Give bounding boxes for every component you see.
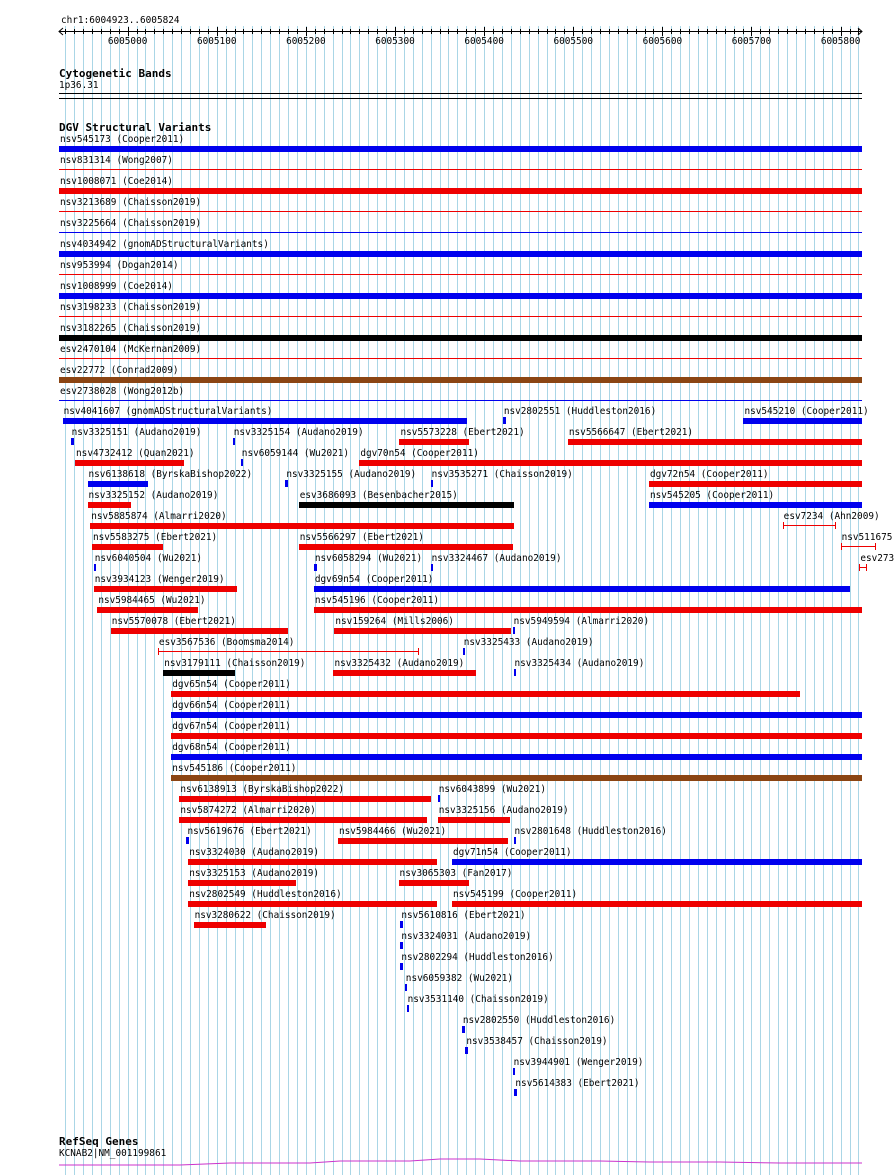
variant-bar[interactable] (465, 1047, 468, 1054)
variant-range-cap (783, 522, 784, 529)
variant-label: esv3686093 (Besenbacher2015) (299, 490, 458, 501)
variant-label: nsv545186 (Cooper2011) (172, 763, 297, 774)
variant-label: nsv4034942 (gnomADStructuralVariants) (60, 239, 269, 250)
variant-bar[interactable] (649, 481, 862, 487)
gene-model[interactable] (0, 1155, 890, 1175)
variant-label: nsv3065303 (Fan2017) (399, 868, 513, 879)
cytoband-line-top (59, 93, 862, 94)
ruler-tick-label: 6005800 (820, 36, 861, 47)
variant-label: nsv2801648 (Huddleston2016) (514, 826, 667, 837)
variant-bar[interactable] (241, 459, 244, 466)
variant-label: nsv2802550 (Huddleston2016) (462, 1015, 616, 1026)
variant-label: nsv3934123 (Wenger2019) (94, 574, 225, 585)
variant-bar[interactable] (97, 607, 198, 613)
variant-label: nsv5619676 (Ebert2021) (187, 826, 312, 837)
variant-bar[interactable] (299, 544, 513, 550)
variant-label: dgv70n54 (Cooper2011) (360, 448, 479, 459)
variant-label: nsv3198233 (Chaisson2019) (60, 302, 202, 313)
refseq-track-title: RefSeq Genes (59, 1135, 139, 1148)
variant-label: nsv3325156 (Audano2019) (438, 805, 569, 816)
variant-bar[interactable] (438, 817, 510, 823)
variant-label: nsv5874272 (Almarri2020) (180, 805, 316, 816)
variant-label: nsv3280622 (Chaisson2019) (194, 910, 336, 921)
variant-label: nsv5566647 (Ebert2021) (568, 427, 694, 438)
variant-bar[interactable] (171, 733, 862, 739)
variant-label: nsv3944901 (Wenger2019) (513, 1057, 644, 1068)
variant-bar[interactable] (63, 418, 468, 424)
variant-label: nsv545196 (Cooper2011) (314, 595, 440, 606)
variant-bar[interactable] (59, 169, 862, 170)
variant-label: nsv3531140 (Chaisson2019) (407, 994, 549, 1005)
variant-label: nsv6040504 (Wu2021) (94, 553, 202, 564)
variant-bar[interactable] (431, 564, 434, 571)
variant-label: nsv2802549 (Huddleston2016) (189, 889, 342, 900)
variant-bar[interactable] (233, 438, 236, 445)
variant-bar[interactable] (452, 859, 862, 865)
ruler-tick-label: 6005000 (107, 36, 148, 47)
variant-bar[interactable] (186, 837, 189, 844)
variant-bar[interactable] (407, 1005, 410, 1012)
variant-bar[interactable] (59, 274, 862, 275)
variant-bar[interactable] (59, 211, 862, 212)
variant-label: nsv3538457 (Chaisson2019) (466, 1036, 608, 1047)
variant-bar[interactable] (314, 586, 851, 592)
variant-label: nsv3324467 (Audano2019) (431, 553, 562, 564)
variant-label: nsv3324030 (Audano2019) (189, 847, 320, 858)
variant-bar[interactable] (514, 1089, 517, 1096)
variant-label: nsv3182265 (Chaisson2019) (60, 323, 202, 334)
variant-bar[interactable] (405, 984, 408, 991)
variant-bar[interactable] (314, 564, 317, 571)
variant-label: nsv3325152 (Audano2019) (88, 490, 219, 501)
variant-bar[interactable] (59, 251, 862, 257)
variant-bar[interactable] (452, 901, 862, 907)
ruler-tick-label: 6005600 (642, 36, 683, 47)
variant-label: nsv2802294 (Huddleston2016) (401, 952, 554, 963)
variant-label: nsv5614383 (Ebert2021) (515, 1078, 640, 1089)
variant-bar[interactable] (338, 838, 508, 844)
variant-bar[interactable] (171, 775, 862, 781)
variant-bar[interactable] (431, 480, 434, 487)
variant-bar[interactable] (188, 901, 437, 907)
region-label: chr1:6004923..6005824 (61, 15, 180, 26)
variant-range-cap (859, 564, 860, 571)
dgv-track-title: DGV Structural Variants (59, 121, 212, 134)
variant-label: esv22772 (Conrad2009) (60, 365, 179, 376)
variant-label: dgv71n54 (Cooper2011) (453, 847, 572, 858)
ruler-tick-label: 6005100 (196, 36, 237, 47)
variant-label: nsv3325155 (Audano2019) (286, 469, 417, 480)
variant-label: nsv6043899 (Wu2021) (438, 784, 547, 795)
variant-label: nsv4041607 (gnomADStructuralVariants) (63, 406, 273, 417)
variant-label: nsv511675 (841, 532, 893, 543)
variant-label: nsv159264 (Mills2006) (335, 616, 454, 627)
cytoband-name: 1p36.31 (59, 80, 99, 91)
variant-bar[interactable] (59, 377, 862, 383)
variant-label: nsv831314 (Wong2007) (60, 155, 173, 166)
variant-bar[interactable] (194, 922, 266, 928)
variant-label: nsv3535271 (Chaisson2019) (431, 469, 573, 480)
variant-label: esv2738028 (Wong2012b) (60, 386, 185, 397)
variant-range-bar[interactable] (841, 546, 877, 547)
variant-range-cap (875, 543, 876, 550)
variant-bar[interactable] (171, 712, 862, 718)
variant-label: dgv66n54 (Cooper2011) (172, 700, 291, 711)
variant-bar[interactable] (285, 480, 288, 487)
variant-label: nsv5885874 (Almarri2020) (91, 511, 227, 522)
variant-bar[interactable] (59, 316, 862, 317)
variant-bar[interactable] (59, 146, 862, 152)
variant-label: nsv6138913 (ByrskaBishop2022) (180, 784, 344, 795)
variant-bar[interactable] (92, 544, 163, 550)
ruler-tick-label: 6005400 (464, 36, 504, 47)
variant-label: dgv65n54 (Cooper2011) (172, 679, 291, 690)
variant-label: nsv545210 (Cooper2011) (744, 406, 869, 417)
variant-bar[interactable] (94, 564, 97, 571)
variant-range-cap (835, 522, 836, 529)
variant-bar[interactable] (649, 502, 862, 508)
variant-label: nsv5610816 (Ebert2021) (401, 910, 526, 921)
variant-bar[interactable] (163, 670, 234, 676)
variant-label: nsv5984466 (Wu2021) (338, 826, 447, 837)
variant-range-cap (866, 564, 867, 571)
variant-label: nsv2802551 (Huddleston2016) (503, 406, 657, 417)
variant-bar[interactable] (513, 627, 516, 634)
variant-bar[interactable] (188, 880, 296, 886)
variant-range-bar[interactable] (158, 651, 419, 652)
variant-label: nsv3325433 (Audano2019) (463, 637, 594, 648)
variant-label: nsv6059144 (Wu2021) (241, 448, 350, 459)
variant-label: nsv5949594 (Almarri2020) (513, 616, 650, 627)
variant-label: nsv3225664 (Chaisson2019) (60, 218, 202, 229)
variant-label: nsv3325432 (Audano2019) (334, 658, 465, 669)
variant-label: nsv5566297 (Ebert2021) (299, 532, 424, 543)
variant-label: nsv3325154 (Audano2019) (233, 427, 364, 438)
variant-label: nsv1008999 (Coe2014) (60, 281, 173, 292)
variant-label: nsv3325151 (Audano2019) (71, 427, 202, 438)
variant-bar[interactable] (90, 523, 514, 529)
variant-bar[interactable] (94, 586, 237, 592)
ruler-tick-label: 6005300 (375, 36, 415, 47)
variant-bar[interactable] (399, 439, 469, 445)
variant-label: nsv5984465 (Wu2021) (98, 595, 206, 606)
variant-label: nsv5583275 (Ebert2021) (92, 532, 218, 543)
variant-label: nsv4732412 (Quan2021) (76, 448, 195, 459)
variant-bar[interactable] (314, 607, 862, 613)
variant-bar[interactable] (59, 232, 862, 233)
variant-bar[interactable] (111, 628, 288, 634)
variant-bar[interactable] (514, 837, 517, 844)
variant-label: nsv6058294 (Wu2021) (314, 553, 423, 564)
variant-bar[interactable] (400, 963, 403, 970)
ruler-tick-label: 6005700 (731, 36, 772, 47)
variant-label: dgv67n54 (Cooper2011) (172, 721, 291, 732)
variant-label: nsv5573228 (Ebert2021) (400, 427, 525, 438)
variant-label: nsv545199 (Cooper2011) (453, 889, 578, 900)
gene-label[interactable]: KCNAB2|NM_001199861 (59, 1148, 167, 1159)
ruler-tick-label: 6005500 (553, 36, 593, 47)
ruler (0, 0, 890, 60)
cytoband-track-title: Cytogenetic Bands (59, 67, 172, 80)
variant-bar[interactable] (171, 754, 862, 760)
variant-range-bar[interactable] (783, 525, 836, 526)
variant-bar[interactable] (188, 859, 437, 865)
variant-label: nsv3325153 (Audano2019) (189, 868, 320, 879)
variant-label: nsv6059382 (Wu2021) (405, 973, 514, 984)
ruler-tick-label: 6005200 (286, 36, 326, 47)
variant-range-cap (418, 648, 419, 655)
variant-bar[interactable] (179, 817, 427, 823)
variant-label: esv2470104 (McKernan2009) (60, 344, 202, 355)
variant-bar[interactable] (59, 358, 862, 359)
variant-bar[interactable] (513, 1068, 516, 1075)
variant-range-cap (158, 648, 159, 655)
variant-label: nsv1008071 (Coe2014) (60, 176, 173, 187)
variant-label: nsv3213689 (Chaisson2019) (60, 197, 202, 208)
variant-label: esv273 (860, 553, 894, 564)
variant-bar[interactable] (171, 691, 800, 697)
variant-bar[interactable] (359, 460, 862, 466)
variant-label: esv7234 (Ahn2009) (783, 511, 880, 522)
variant-label: nsv5570078 (Ebert2021) (111, 616, 236, 627)
variant-bar[interactable] (399, 880, 469, 886)
variant-bar[interactable] (59, 293, 862, 299)
variant-label: nsv953994 (Dogan2014) (60, 260, 179, 271)
variant-bar[interactable] (75, 460, 184, 466)
variant-bar[interactable] (71, 438, 75, 445)
variant-bar[interactable] (88, 502, 132, 508)
variant-label: dgv69n54 (Cooper2011) (314, 574, 434, 585)
variant-bar[interactable] (59, 188, 862, 194)
variant-label: nsv3325434 (Audano2019) (514, 658, 645, 669)
variant-label: nsv6138618 (ByrskaBishop2022) (88, 469, 253, 480)
variant-bar[interactable] (438, 795, 441, 802)
variant-label: nsv545173 (Cooper2011) (60, 134, 185, 145)
variant-bar[interactable] (59, 400, 862, 401)
variant-bar[interactable] (463, 648, 466, 655)
variant-bar[interactable] (299, 502, 514, 508)
variant-label: dgv68n54 (Cooper2011) (172, 742, 291, 753)
variant-bar[interactable] (503, 417, 507, 424)
variant-bar[interactable] (59, 335, 862, 341)
variant-bar[interactable] (514, 669, 517, 676)
variant-label: nsv3324031 (Audano2019) (401, 931, 532, 942)
variant-label: nsv3179111 (Chaisson2019) (164, 658, 306, 669)
variant-range-cap (841, 543, 842, 550)
variant-bar[interactable] (743, 418, 862, 424)
variant-bar[interactable] (333, 670, 476, 676)
variant-bar[interactable] (334, 628, 510, 634)
variant-bar[interactable] (179, 796, 430, 802)
variant-bar[interactable] (400, 921, 403, 928)
variant-label: esv3567536 (Boomsma2014) (158, 637, 295, 648)
cytoband-line-bottom (59, 98, 862, 99)
variant-label: nsv545205 (Cooper2011) (649, 490, 775, 501)
variant-bar[interactable] (568, 439, 862, 445)
variant-bar[interactable] (400, 942, 403, 949)
variant-bar[interactable] (462, 1026, 465, 1033)
variant-label: dgv72n54 (Cooper2011) (649, 469, 769, 480)
variant-bar[interactable] (88, 481, 149, 487)
